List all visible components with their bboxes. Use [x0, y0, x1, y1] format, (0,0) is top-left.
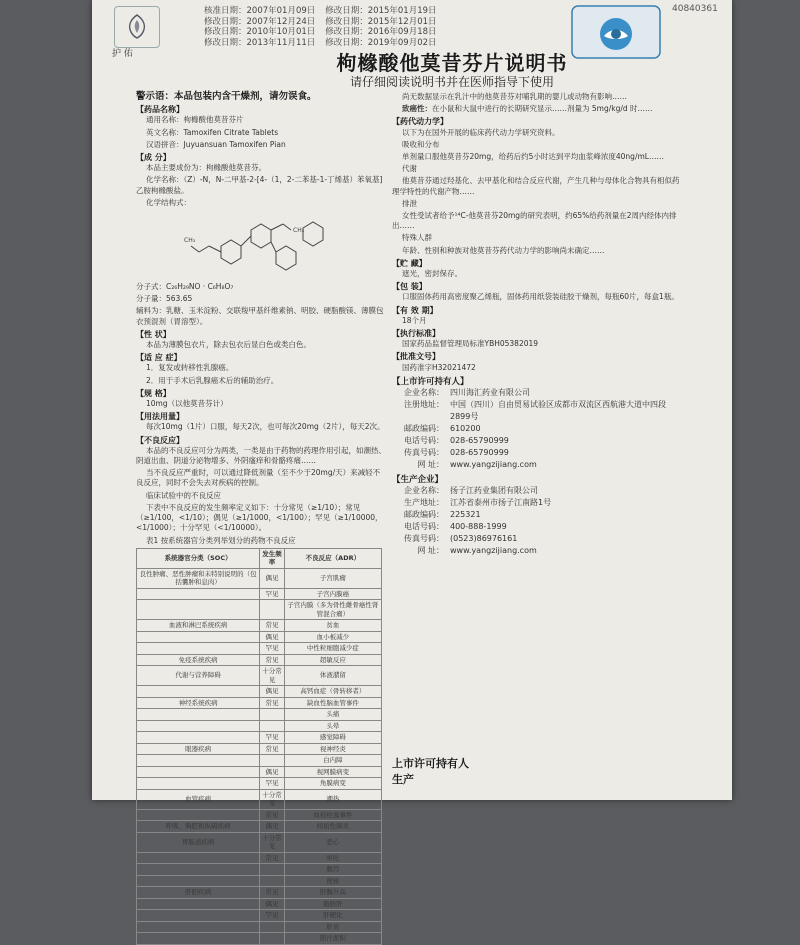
- table-cell: 偶见: [260, 821, 285, 833]
- table-cell: 罕见: [260, 910, 285, 922]
- revision-row: [204, 6, 464, 17]
- detail-key: 注册地址：: [404, 400, 444, 410]
- table-cell: [137, 755, 260, 767]
- manufacturer-details: [392, 485, 682, 557]
- table-cell: 血管疾病: [137, 789, 260, 809]
- table-row: [137, 654, 382, 666]
- table-cell: 偶见: [260, 898, 285, 910]
- section-heading-name: 【药品名称】: [136, 105, 184, 115]
- table-row: [137, 588, 382, 600]
- pharmacokinetics-lines: [392, 128, 682, 256]
- table-cell: 常见: [260, 743, 285, 755]
- detail-value: (0523)86976161: [450, 534, 518, 544]
- table-cell: 胃肠道疾病: [137, 832, 260, 852]
- table-row: [137, 743, 382, 755]
- table-cell: 血小板减少: [284, 631, 381, 643]
- section-heading-approval: 【批准文号】: [392, 352, 440, 362]
- page-subtitle: 请仔细阅读说明书并在医师指导下使用: [349, 75, 554, 89]
- pharmacokinetics-line: 他莫昔芬通过羟基化、去甲基化和结合反应代谢，产生几种与母体化合物具有相似药理学特性的代谢产物……: [392, 176, 680, 196]
- table-row: [137, 666, 382, 686]
- table-cell: [260, 933, 285, 945]
- warning-statement: 警示语：本品包装内含干燥剂，请勿误食。: [136, 91, 317, 102]
- table-cell: [137, 852, 260, 864]
- right-column: [392, 92, 682, 792]
- table-cell: 罕见: [260, 588, 285, 600]
- table-cell: 子宫肌瘤: [284, 568, 381, 588]
- detail-key: 网 址：: [417, 460, 444, 470]
- table-row: [137, 766, 382, 778]
- expiry-text: 18个月: [402, 315, 427, 325]
- drug-name-line: 通用名称：枸橼酸他莫昔芬片: [146, 115, 244, 125]
- table-cell: 免疫系统疾病: [137, 654, 260, 666]
- table-row: [137, 921, 382, 933]
- pharmacokinetics-line: 以下为在国外开展的临床药代动力学研究资料。: [402, 127, 560, 137]
- molecular-weight: 分子量：563.65: [136, 294, 193, 304]
- table-cell: 常见: [260, 887, 285, 899]
- table-header-cell: 发生频率: [260, 548, 285, 568]
- brand-logo-icon: [122, 12, 152, 42]
- table-cell: [260, 709, 285, 721]
- detail-value: 225321: [450, 510, 481, 520]
- table-cell: [260, 864, 285, 876]
- description-text: 本品为薄膜包衣片，除去包衣后显白色或类白色。: [146, 340, 311, 350]
- table-cell: 常见: [260, 809, 285, 821]
- table-row: [137, 709, 382, 721]
- table-row: [137, 643, 382, 655]
- bottom-heading-production: 生产: [392, 773, 414, 786]
- table-row: [137, 910, 382, 922]
- detail-row: [392, 447, 682, 459]
- left-column: [136, 91, 386, 943]
- revision-modified: 修改日期：2015年12月01日: [325, 16, 437, 27]
- table-cell: 子宫内膜（多为骨性雌骨癌性肾管混合瘤）: [284, 600, 381, 620]
- brand-logo-caption: 护 佑: [112, 49, 133, 59]
- table-cell: [260, 875, 285, 887]
- table-cell: 肝炎: [284, 921, 381, 933]
- detail-key: 电话号码：: [404, 522, 444, 532]
- detail-value: 400-888-1999: [450, 522, 507, 532]
- revision-row: [204, 27, 464, 38]
- table-row: [137, 631, 382, 643]
- holder-details: [392, 387, 682, 471]
- table-row: [137, 852, 382, 864]
- table-cell: 十分常见: [260, 789, 285, 809]
- revision-modified: 修改日期：2015年01月19日: [325, 6, 437, 16]
- table-cell: 肝酶升高: [284, 887, 381, 899]
- detail-value: www.yangzijiang.com: [450, 546, 537, 556]
- detail-key: 邮政编码：: [404, 424, 444, 434]
- table-cell: 头晕: [284, 720, 381, 732]
- adverse-reaction-table: [136, 548, 382, 945]
- table-cell: 呼吸、胸腔和纵隔疾病: [137, 821, 260, 833]
- indication-line: 1．复发或转移性乳腺癌。: [146, 363, 234, 373]
- detail-key: 网 址：: [417, 546, 444, 556]
- section-heading-holder: 【上市许可持有人】: [392, 376, 469, 387]
- detail-value: 扬子江药业集团有限公司: [450, 486, 538, 496]
- carcinogenicity-text: [392, 104, 682, 114]
- table-cell: 中性粒细胞减少症: [284, 643, 381, 655]
- svg-text:CH₃: CH₃: [184, 237, 196, 245]
- table-cell: 血栓栓塞事件: [284, 809, 381, 821]
- table-cell: 高钙血症（骨转移者）: [284, 686, 381, 698]
- drug-name-lines: [136, 115, 386, 150]
- excipients: 辅料为：乳糖、玉米淀粉、交联羧甲基纤维素钠、明胶、硬脂酸镁、薄膜包衣预混剂（胃溶型）。: [136, 306, 384, 326]
- revision-label: 核准日期：2007年01月09日: [204, 6, 316, 16]
- section-heading-expiry: 【有 效 期】: [392, 305, 438, 315]
- revision-modified: 修改日期：2019年09月02日: [325, 37, 437, 48]
- detail-key: 企业名称：: [404, 486, 444, 496]
- detail-row: [392, 509, 682, 521]
- table-cell: [137, 643, 260, 655]
- table-row: [137, 732, 382, 744]
- composition-line: 化学结构式：: [146, 197, 191, 207]
- detail-value: www.yangzijiang.com: [450, 460, 537, 470]
- table-row: [137, 821, 382, 833]
- table-cell: [137, 875, 260, 887]
- section-heading-adverse-reactions: 【不良反应】: [136, 435, 184, 445]
- table-cell: 十分常见: [260, 666, 285, 686]
- table-row: [137, 697, 382, 709]
- table-cell: [137, 809, 260, 821]
- table-cell: 头痛: [284, 709, 381, 721]
- table-cell: 常见: [260, 852, 285, 864]
- storage-text: 遮光，密封保存。: [402, 269, 462, 279]
- table-cell: [137, 864, 260, 876]
- table-cell: 偶见: [260, 631, 285, 643]
- molecular-formula: 分子式：C₂₆H₂₉NO · C₆H₈O₇: [136, 282, 234, 292]
- table-header-cell: 不良反应（ADR）: [284, 548, 381, 568]
- table-row: [137, 568, 382, 588]
- table-cell: [137, 600, 260, 620]
- table-cell: 肝硬化: [284, 910, 381, 922]
- table-cell: 常见: [260, 654, 285, 666]
- section-heading-dosage: 【用法用量】: [136, 412, 184, 422]
- lactation-fragment: 尚无数据显示在乳汁中的他莫昔芬对哺乳期的婴儿或动物有影响……: [402, 92, 627, 101]
- table-cell: 体液潴留: [284, 666, 381, 686]
- table-cell: 神经系统疾病: [137, 697, 260, 709]
- composition-lines: [136, 163, 386, 208]
- detail-row: [392, 521, 682, 533]
- adverse-reaction-paragraph: 表1 按系统器官分类列举划分的药物不良反应: [146, 535, 296, 545]
- table-cell: [260, 600, 285, 620]
- composition-line: 化学名称：（Z）-N，N-二甲基-2-[4-（1，2-二苯基-1-丁烯基）苯氧基]乙胺枸橼酸盐。: [136, 175, 383, 195]
- table-cell: [137, 588, 260, 600]
- carcinogenicity-label: 致癌性：: [402, 104, 432, 114]
- table-header-cell: 系统器官分类（SOC）: [137, 548, 260, 568]
- table-row: [137, 600, 382, 620]
- table-cell: [137, 720, 260, 732]
- table-cell: 角膜病变: [284, 778, 381, 790]
- pharmacokinetics-line: 年龄、性别和种族对他莫昔芬药代动力学的影响尚未确定……: [402, 245, 605, 255]
- table-cell: [260, 755, 285, 767]
- indication-line: 2．用于手术后乳腺癌术后的辅助治疗。: [146, 375, 279, 385]
- dosage-text: 每次10mg（1片）口服，每天2次，也可每次20mg（2片），每天2次。: [146, 422, 385, 432]
- table-cell: 视神经炎: [284, 743, 381, 755]
- detail-row: [392, 497, 682, 509]
- pharmacokinetics-line: 特殊人群: [402, 233, 432, 243]
- brand-logo: [114, 6, 160, 48]
- table-cell: 偶见: [260, 686, 285, 698]
- table-cell: 视网膜病变: [284, 766, 381, 778]
- table-cell: 罕见: [260, 643, 285, 655]
- section-heading-indications: 【适 应 症】: [136, 353, 182, 363]
- table-cell: 潮热: [284, 789, 381, 809]
- adverse-reactions-text: [136, 446, 386, 546]
- table-cell: [137, 766, 260, 778]
- table-cell: [260, 720, 285, 732]
- table-row: [137, 720, 382, 732]
- detail-key: 电话号码：: [404, 436, 444, 446]
- revision-label: 修改日期：2010年10月01日: [204, 27, 316, 37]
- table-cell: [137, 910, 260, 922]
- strength-text: 10mg（以他莫昔芬计）: [146, 399, 228, 409]
- revision-label: 修改日期：2013年11月11日: [204, 37, 316, 48]
- table-cell: 子宫内膜癌: [284, 588, 381, 600]
- table-cell: 便秘: [284, 875, 381, 887]
- approval-number: 国药准字H32021472: [402, 362, 476, 372]
- table-row: [137, 789, 382, 809]
- table-cell: 间质性肺炎: [284, 821, 381, 833]
- drug-name-line: 英文名称：Tamoxifen Citrate Tablets: [146, 127, 279, 137]
- detail-value: 610200: [450, 424, 481, 434]
- table-row: [137, 755, 382, 767]
- adverse-reaction-paragraph: 下表中不良反应的发生频率定义如下：十分常见（≥1/10）；常见（≥1/100，<1/10）；偶见（≥1/1000，<1/100）；罕见（≥1/10000，<1/1000）；十分罕见（<1/10000）。: [136, 502, 383, 533]
- table-cell: 代谢与营养障碍: [137, 666, 260, 686]
- table-cell: 贫血: [284, 620, 381, 632]
- table-row: [137, 809, 382, 821]
- detail-value: 四川海汇药业有限公司: [450, 388, 530, 398]
- table-cell: [137, 921, 260, 933]
- standard-text: 国家药品监督管理局标准YBH05382019: [402, 339, 539, 349]
- page-title: 枸橼酸他莫昔芬片说明书: [336, 51, 568, 75]
- pharmacokinetics-line: 代谢: [402, 164, 417, 174]
- table-cell: [137, 732, 260, 744]
- table-row: [137, 887, 382, 899]
- table-cell: [137, 933, 260, 945]
- revision-history: [204, 6, 464, 48]
- detail-row: [392, 435, 682, 447]
- indications-lines: [136, 363, 386, 385]
- detail-value: 028-65790999: [450, 448, 509, 458]
- chemical-structure-diagram: [181, 212, 341, 278]
- table-cell: 脂肪肝: [284, 898, 381, 910]
- pharmacokinetics-line: 吸收和分布: [402, 139, 440, 149]
- detail-value: 中国（四川）自由贸易试验区成都市双流区西航港大道中四段2899号: [450, 400, 666, 422]
- table-cell: 血液和淋巴系统疾病: [137, 620, 260, 632]
- detail-row: [392, 399, 682, 423]
- table-cell: 常见: [260, 697, 285, 709]
- detail-value: 江苏省泰州市扬子江南路1号: [450, 498, 552, 508]
- table-cell: 罕见: [260, 732, 285, 744]
- detail-row: [392, 459, 682, 471]
- detail-row: [392, 533, 682, 545]
- table-cell: 眼器疾病: [137, 743, 260, 755]
- bottom-heading-holder: 上市许可持有人: [392, 757, 469, 770]
- table-cell: [137, 898, 260, 910]
- detail-row: [392, 545, 682, 557]
- table-row: [137, 832, 382, 852]
- drug-name-line: 汉语拼音：Juyuansuan Tamoxifen Pian: [146, 139, 286, 149]
- table-cell: [260, 921, 285, 933]
- adverse-reaction-paragraph: 本品的不良反应可分为两类，一类是由于药物的药理作用引起，如潮热、阴道出血、阴道分泌物增多、外阴瘙痒和骨骼疼痛……: [136, 445, 386, 466]
- section-heading-storage: 【贮 藏】: [392, 258, 427, 268]
- carcinogenicity-body: 在小鼠和大鼠中进行的长期研究显示……剂量为 5mg/kg/d 时……: [432, 104, 653, 114]
- table-cell: 感觉障碍: [284, 732, 381, 744]
- table-cell: [137, 778, 260, 790]
- section-heading-strength: 【规 格】: [136, 388, 171, 398]
- pharmacokinetics-line: 单剂量口服他莫昔芬20mg，给药后约5小时达到平均血浆峰浓度40ng/mL……: [402, 152, 664, 162]
- table-cell: 缺血性脑血管事件: [284, 697, 381, 709]
- detail-key: 邮政编码：: [404, 510, 444, 520]
- table-cell: [137, 709, 260, 721]
- table-cell: 偶见: [260, 568, 285, 588]
- detail-key: 生产地址：: [404, 498, 444, 508]
- revision-row: [204, 17, 464, 28]
- section-heading-manufacturer: 【生产企业】: [392, 475, 444, 486]
- table-cell: 腹泻: [284, 864, 381, 876]
- table-cell: 肝胆疾病: [137, 887, 260, 899]
- bottom-cut-off-headings: [392, 756, 682, 788]
- detail-row: [392, 423, 682, 435]
- table-cell: 常见: [260, 620, 285, 632]
- table-row: [137, 686, 382, 698]
- revision-label: 修改日期：2007年12月24日: [204, 16, 316, 27]
- section-heading-description: 【性 状】: [136, 329, 171, 339]
- detail-key: 传真号码：: [404, 534, 444, 544]
- package-text: 口服固体药用高密度聚乙烯瓶，固体药用纸袋装硅胶干燥剂，每瓶60片，每盒1瓶。: [402, 292, 679, 302]
- svg-text:CH₃: CH₃: [293, 227, 305, 235]
- table-row: [137, 620, 382, 632]
- table-cell: [137, 686, 260, 698]
- table-row: [137, 933, 382, 945]
- document-code: 40840361: [672, 4, 718, 14]
- pharmacokinetics-line: 女性受试者给予¹⁴C-他莫昔芬20mg的研究表明，约65%给药剂量在2周内经体内排出……: [392, 211, 677, 231]
- detail-value: 028-65790999: [450, 436, 509, 446]
- table-row: [137, 898, 382, 910]
- table-cell: 罕见: [260, 778, 285, 790]
- adverse-reaction-paragraph: 当不良反应严重时，可以通过降低剂量（至不少于20mg/天）来减轻不良反应，同时不会失去对疾病的控制。: [136, 468, 381, 488]
- detail-key: 传真号码：: [404, 448, 444, 458]
- section-heading-pharmacokinetics: 【药代动力学】: [392, 117, 448, 127]
- table-cell: 白内障: [284, 755, 381, 767]
- table-cell: 超敏反应: [284, 654, 381, 666]
- table-row: [137, 864, 382, 876]
- table-cell: 恶心: [284, 832, 381, 852]
- detail-key: 企业名称：: [404, 388, 444, 398]
- detail-row: [392, 485, 682, 497]
- revision-modified: 修改日期：2016年09月18日: [325, 27, 437, 37]
- table-cell: 十分常见: [260, 832, 285, 852]
- pharmacokinetics-line: 排泄: [402, 198, 417, 208]
- chemical-structure: [136, 210, 386, 280]
- table-cell: [137, 631, 260, 643]
- detail-row: [392, 387, 682, 399]
- table-cell: 偶见: [260, 766, 285, 778]
- section-heading-composition: 【成 分】: [136, 153, 171, 163]
- leaflet-sheet: [92, 0, 732, 943]
- table-row: [137, 875, 382, 887]
- section-heading-package: 【包 装】: [392, 282, 427, 292]
- table-row: [137, 778, 382, 790]
- table-cell: 呕吐: [284, 852, 381, 864]
- composition-line: 本品主要成份为：枸橼酸他莫昔芬。: [146, 163, 266, 173]
- table-cell: 良性肿瘤、恶性肿瘤和未特别说明的（包括囊肿和息肉）: [137, 568, 260, 588]
- adverse-reaction-paragraph: 临床试验中的不良反应: [146, 490, 221, 500]
- section-heading-standard: 【执行标准】: [392, 329, 440, 339]
- table-cell: 胆汁淤积: [284, 933, 381, 945]
